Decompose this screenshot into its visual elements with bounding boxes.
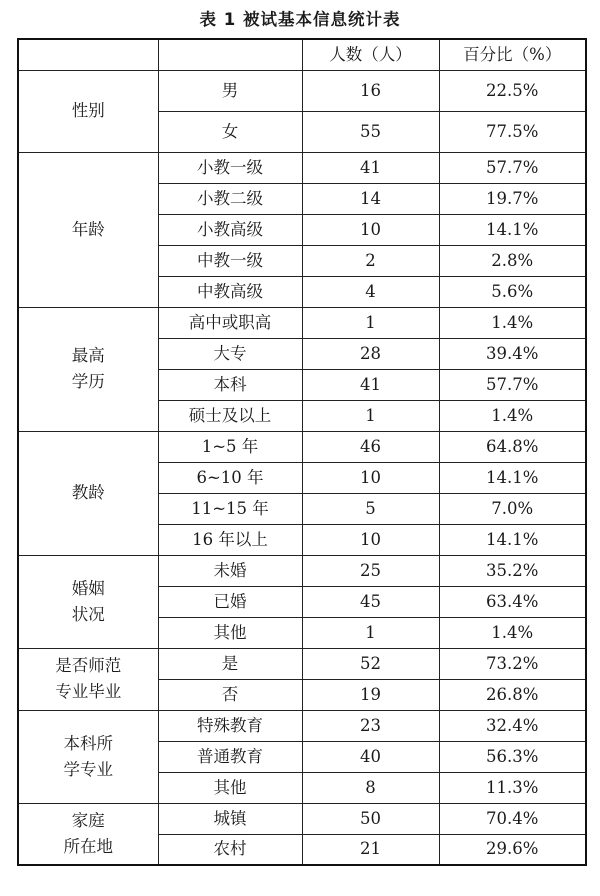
category-label: 是否师范 专业毕业 bbox=[55, 656, 122, 701]
table-row bbox=[18, 555, 586, 586]
header-count: 人数（人） bbox=[302, 39, 439, 70]
cell-label: 普通教育 bbox=[158, 741, 302, 772]
category-cell bbox=[18, 710, 158, 803]
cell-label: 1~5 年 bbox=[158, 431, 302, 462]
category-cell bbox=[18, 648, 158, 710]
category-cell bbox=[18, 152, 158, 307]
cell-label: 特殊教育 bbox=[158, 710, 302, 741]
cell-label: 男 bbox=[158, 70, 302, 111]
cell-count: 55 bbox=[302, 111, 439, 152]
cell-percent: 19.7% bbox=[439, 183, 586, 214]
cell-count: 46 bbox=[302, 431, 439, 462]
cell-percent: 14.1% bbox=[439, 524, 586, 555]
cell-label: 小教高级 bbox=[158, 214, 302, 245]
cell-percent: 56.3% bbox=[439, 741, 586, 772]
cell-percent: 32.4% bbox=[439, 710, 586, 741]
cell-label: 本科 bbox=[158, 369, 302, 400]
cell-count: 10 bbox=[302, 462, 439, 493]
cell-count: 14 bbox=[302, 183, 439, 214]
cell-label: 未婚 bbox=[158, 555, 302, 586]
table-row bbox=[18, 710, 586, 741]
cell-label: 已婚 bbox=[158, 586, 302, 617]
cell-label: 其他 bbox=[158, 617, 302, 648]
cell-label: 否 bbox=[158, 679, 302, 710]
category-label: 年龄 bbox=[71, 219, 105, 239]
category-cell bbox=[18, 307, 158, 431]
cell-percent: 57.7% bbox=[439, 152, 586, 183]
cell-label: 中教一级 bbox=[158, 245, 302, 276]
cell-count: 40 bbox=[302, 741, 439, 772]
cell-count: 25 bbox=[302, 555, 439, 586]
cell-count: 23 bbox=[302, 710, 439, 741]
cell-percent: 7.0% bbox=[439, 493, 586, 524]
cell-percent: 77.5% bbox=[439, 111, 586, 152]
cell-count: 19 bbox=[302, 679, 439, 710]
cell-percent: 29.6% bbox=[439, 834, 586, 865]
category-cell bbox=[18, 803, 158, 865]
cell-label: 6~10 年 bbox=[158, 462, 302, 493]
table-row bbox=[18, 648, 586, 679]
cell-count: 16 bbox=[302, 70, 439, 111]
category-cell bbox=[18, 431, 158, 555]
cell-percent: 14.1% bbox=[439, 214, 586, 245]
cell-percent: 64.8% bbox=[439, 431, 586, 462]
cell-label: 中教高级 bbox=[158, 276, 302, 307]
category-label: 本科所 学专业 bbox=[63, 733, 113, 779]
table-row bbox=[18, 70, 586, 111]
cell-percent: 39.4% bbox=[439, 338, 586, 369]
cell-count: 45 bbox=[302, 586, 439, 617]
cell-percent: 63.4% bbox=[439, 586, 586, 617]
cell-count: 1 bbox=[302, 307, 439, 338]
cell-count: 41 bbox=[302, 369, 439, 400]
cell-percent: 1.4% bbox=[439, 400, 586, 431]
cell-percent: 2.8% bbox=[439, 245, 586, 276]
cell-percent: 1.4% bbox=[439, 307, 586, 338]
table-title: 表 1 被试基本信息统计表 bbox=[199, 10, 401, 29]
cell-count: 5 bbox=[302, 493, 439, 524]
cell-count: 21 bbox=[302, 834, 439, 865]
cell-label: 高中或职高 bbox=[158, 307, 302, 338]
header-percent: 百分比（%） bbox=[439, 39, 586, 70]
cell-label: 女 bbox=[158, 111, 302, 152]
table-row bbox=[18, 307, 586, 338]
cell-label: 城镇 bbox=[158, 803, 302, 834]
cell-count: 8 bbox=[302, 772, 439, 803]
cell-percent: 57.7% bbox=[439, 369, 586, 400]
header-cell bbox=[18, 39, 158, 70]
category-cell bbox=[18, 70, 158, 152]
cell-label: 是 bbox=[158, 648, 302, 679]
cell-label: 小教一级 bbox=[158, 152, 302, 183]
header-cell bbox=[158, 39, 302, 70]
cell-percent: 1.4% bbox=[439, 617, 586, 648]
category-cell bbox=[18, 555, 158, 648]
cell-percent: 35.2% bbox=[439, 555, 586, 586]
cell-count: 52 bbox=[302, 648, 439, 679]
category-label: 家庭 所在地 bbox=[63, 811, 113, 856]
cell-count: 4 bbox=[302, 276, 439, 307]
cell-percent: 11.3% bbox=[439, 772, 586, 803]
category-label: 教龄 bbox=[71, 483, 105, 503]
cell-label: 小教二级 bbox=[158, 183, 302, 214]
table-row bbox=[18, 803, 586, 834]
cell-count: 10 bbox=[302, 524, 439, 555]
cell-count: 2 bbox=[302, 245, 439, 276]
header-row bbox=[18, 39, 586, 70]
table-row bbox=[18, 152, 586, 183]
cell-percent: 73.2% bbox=[439, 648, 586, 679]
cell-count: 1 bbox=[302, 617, 439, 648]
cell-label: 其他 bbox=[158, 772, 302, 803]
cell-count: 41 bbox=[302, 152, 439, 183]
info-table bbox=[17, 38, 587, 866]
category-label: 婚姻 状况 bbox=[71, 578, 105, 624]
cell-label: 农村 bbox=[158, 834, 302, 865]
table-body bbox=[18, 39, 586, 865]
cell-percent: 26.8% bbox=[439, 679, 586, 710]
cell-count: 10 bbox=[302, 214, 439, 245]
cell-percent: 22.5% bbox=[439, 70, 586, 111]
cell-label: 硕士及以上 bbox=[158, 400, 302, 431]
cell-label: 大专 bbox=[158, 338, 302, 369]
cell-percent: 5.6% bbox=[439, 276, 586, 307]
cell-count: 1 bbox=[302, 400, 439, 431]
cell-percent: 14.1% bbox=[439, 462, 586, 493]
category-label: 性别 bbox=[71, 101, 105, 121]
cell-count: 28 bbox=[302, 338, 439, 369]
category-label: 最高 学历 bbox=[71, 346, 105, 391]
cell-percent: 70.4% bbox=[439, 803, 586, 834]
cell-label: 11~15 年 bbox=[158, 493, 302, 524]
cell-count: 50 bbox=[302, 803, 439, 834]
cell-label: 16 年以上 bbox=[158, 524, 302, 555]
table-row bbox=[18, 431, 586, 462]
